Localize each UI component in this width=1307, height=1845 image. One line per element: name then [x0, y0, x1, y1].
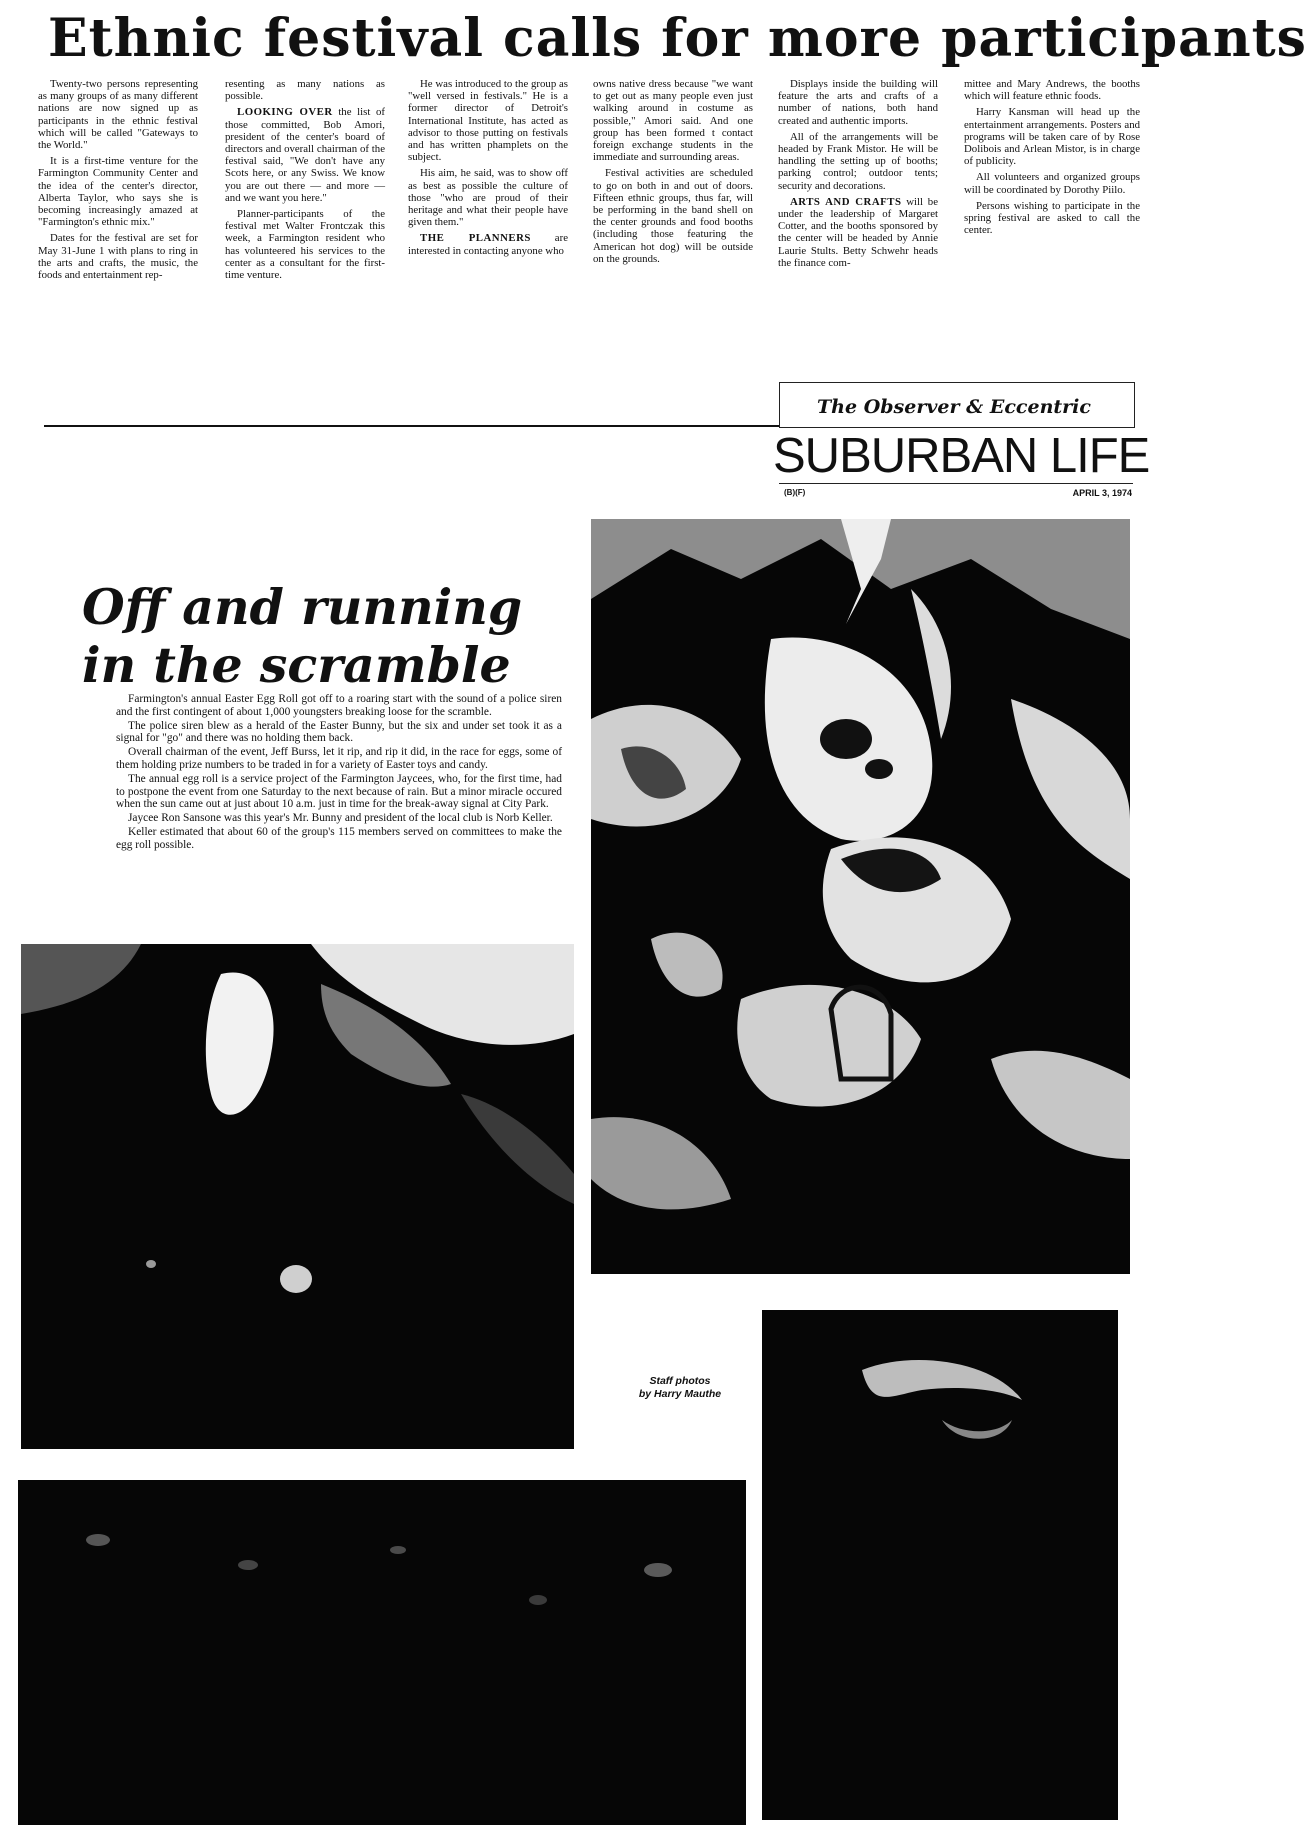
crowd-photo-art [18, 1480, 746, 1825]
feature-paragraph: Keller estimated that about 60 of the group's 115 members served on committees to make the egg roll possible. [116, 825, 562, 851]
story-paragraph: Festival activities are scheduled to go on both in and out of doors. Fifteen ethnic groups, thus far, will be performing in the band shell on the center grounds and food booths (including those featuring the American hot dog) will be outside on the grounds. [593, 167, 753, 265]
story-paragraph: resenting as many nations as possible. [225, 78, 385, 103]
story-paragraph: Twenty-two persons representing as many groups of as many different nations are now signed up as participants in the ethnic festival which will be called "Gateways to the World." [38, 78, 198, 152]
feature-paragraph: The annual egg roll is a service project of the Farmington Jaycees, who, for the first time, had to postpone the event from one Saturday to the next because of rain. But a minor miracle occured when the sun came out at just about 10 a.m. just in time for the break-away signal at City Park. [116, 772, 562, 811]
story-paragraph: mittee and Mary Andrews, the booths which will feature ethnic foods. [964, 78, 1140, 103]
photo-credit-line: Staff photos [649, 1375, 711, 1387]
story-column-4 [593, 78, 753, 269]
story-columns [38, 78, 1146, 308]
easter-bunny-photo [591, 519, 1130, 1274]
edition-code: (B)(F) [784, 488, 806, 497]
story-paragraph: Dates for the festival are set for May 31-June 1 with plans to ring in the arts and crafts, the music, the foods and entertainment rep- [38, 232, 198, 282]
issue-date: APRIL 3, 1974 [1072, 488, 1132, 498]
story-text: are interested in contacting anyone who [408, 232, 568, 257]
story-paragraph: All of the arrangements will be headed by Frank Mistor. He will be handling the setting up of booths; parking control; outdoor tents; security and decorations. [778, 130, 938, 192]
child-closeup-photo [21, 944, 574, 1449]
story-paragraph: All volunteers and organized groups will be coordinated by Dorothy Piilo. [964, 171, 1140, 196]
feature-paragraph: Overall chairman of the event, Jeff Burss, let it rip, and rip it did, in the race for eggs, some of them holding prize numbers to be traded in for a variety of Easter toys and candy. [116, 746, 562, 771]
subhead-lead: ARTS AND CRAFTS [790, 195, 902, 208]
newspaper-name: The Observer & Eccentric [817, 396, 1091, 418]
story-column-5 [778, 78, 938, 273]
feature-paragraph: The police siren blew as a herald of the Easter Bunny, but the six and under set took it as a signal for "go" and there was no holding them back. [116, 719, 562, 745]
story-paragraph: Harry Kansman will head up the entertainment arrangements. Posters and programs will be taken care of by Rose Dolibois and Arlean Mistor, is in charge of publicity. [964, 106, 1140, 168]
story-paragraph: He was introduced to the group as "well versed in festivals." He is a former director of Detroit's International Institute, has acted as advisor to those putting on festivals and has written phamplets on the subject. [408, 78, 568, 164]
story-headline: Ethnic festival calls for more participants [48, 8, 1307, 69]
story-text: will be under the leadership of Margaret Cotter, and the booths sponsored by the center will be headed by Annie Laurie Stults. Betty Schwehr heads the finance com- [778, 195, 939, 269]
feature-headline-line: in the scramble [82, 636, 511, 694]
section-title: SUBURBAN LIFE [773, 429, 1150, 483]
story-paragraph: It is a first-time venture for the Farmington Community Center and the idea of the center's director, Alberta Taylor, who says she is becoming increasingly amazed at "Farmington's ethnic mix." [38, 155, 198, 229]
feature-body [116, 693, 562, 853]
easter-bunny-photo-art [591, 519, 1130, 1274]
story-paragraph [408, 232, 568, 256]
dateline-divider [779, 483, 1133, 484]
photo-credit-line: by Harry Mauthe [638, 1388, 722, 1400]
crowd-photo [18, 1480, 746, 1825]
feature-headline [82, 578, 522, 694]
story-paragraph: Displays inside the building will feature the arts and crafts of a number of nations, both hand created and authentic imports. [778, 78, 938, 127]
story-paragraph: Planner-participants of the festival met Walter Frontczak this week, a Farmington resident who has volunteered his services to the center as a consultant for the first-time venture. [225, 208, 385, 282]
subhead-lead: LOOKING OVER [237, 106, 333, 119]
story-column-2 [225, 78, 385, 285]
feature-paragraph: Farmington's annual Easter Egg Roll got off to a roaring start with the sound of a police siren and the first contingent of about 1,000 youngsters breaking loose for the scramble. [116, 693, 562, 718]
story-column-1 [38, 78, 198, 285]
story-paragraph [225, 106, 385, 204]
story-paragraph: His aim, he said, was to show off as best as possible the culture of those "who are proud of their heritage and what their people have given them." [408, 167, 568, 229]
story-text: the list of those committed, Bob Amori, president of the center's board of directors and overall chairman of the festival said, "We don't have any Scots here, or any Swiss. We know you are out there — and more — and we want you here." [225, 106, 386, 204]
story-column-3 [408, 78, 568, 261]
story-paragraph: owns native dress because "we want to get out as many people even just walking around in costume as possible," Amori said. And one group has been formed t contact foreign exchange students in the immediate and surrounding areas. [593, 78, 753, 164]
story-column-6 [964, 78, 1140, 240]
subhead-lead: THE PLANNERS [420, 232, 531, 245]
child-closeup-photo-art [21, 944, 574, 1449]
story-paragraph: Persons wishing to participate in the spring festival are asked to call the center. [964, 199, 1140, 237]
feature-paragraph: Jaycee Ron Sansone was this year's Mr. Bunny and president of the local club is Norb Keller. [128, 812, 553, 825]
face-closeup-photo [762, 1310, 1118, 1820]
photo-credit [610, 1375, 750, 1401]
feature-headline-line: Off and running [82, 578, 523, 636]
face-closeup-photo-art [762, 1310, 1118, 1820]
story-paragraph [778, 196, 938, 269]
section-divider [44, 425, 779, 427]
